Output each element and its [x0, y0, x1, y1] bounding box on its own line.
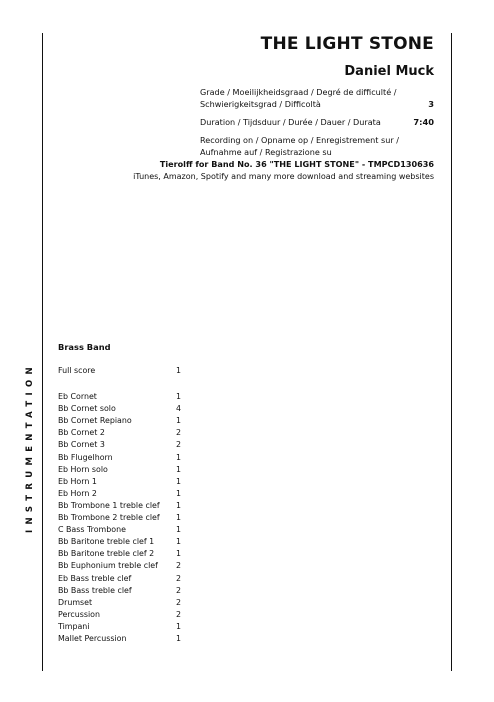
part-name: Eb Horn 1 — [58, 476, 97, 486]
part-name: Eb Cornet — [58, 392, 97, 401]
part-quantity: 2 — [176, 573, 182, 583]
instrumentation-side-label: INSTRUMENTATION — [25, 362, 35, 533]
part-name: Percussion — [58, 609, 100, 619]
part-row — [58, 634, 182, 643]
part-name: Bb Cornet 3 — [58, 440, 105, 450]
part-quantity: 1 — [176, 488, 182, 498]
part-quantity: 1 — [176, 500, 182, 510]
recording-album: Tierolff for Band No. 36 "THE LIGHT STONE" - TMPCD130636 — [159, 159, 434, 169]
part-name: Full score — [58, 366, 96, 375]
part-row — [58, 561, 182, 571]
part-row — [58, 585, 182, 595]
part-quantity: 1 — [176, 621, 182, 631]
part-row — [58, 597, 182, 607]
duration-label: Duration / Tijdsduur / Durée / Dauer / Durata — [200, 117, 381, 127]
part-row — [58, 440, 182, 450]
part-row — [58, 549, 182, 559]
part-name: Bb Trombone 2 treble clef — [58, 513, 160, 522]
part-row — [58, 609, 182, 619]
recording-label-line1: Recording on / Opname op / Enregistrement sur / — [200, 135, 399, 145]
part-row — [58, 573, 182, 583]
ensemble-type: Brass Band — [58, 342, 111, 352]
part-name: Bb Cornet 2 — [58, 428, 105, 438]
part-name: Bb Baritone treble clef 1 — [58, 537, 155, 547]
part-name: Mallet Percussion — [58, 634, 127, 643]
part-row — [58, 513, 182, 522]
part-quantity: 1 — [176, 525, 182, 535]
part-quantity: 1 — [176, 452, 182, 462]
part-row — [58, 500, 182, 510]
grade-label-line2: Schwierigkeitsgrad / Difficoltà — [200, 99, 321, 109]
part-quantity: 4 — [176, 404, 182, 414]
part-quantity: 1 — [176, 416, 182, 426]
composer-name: Daniel Muck — [344, 64, 434, 79]
part-quantity: 2 — [176, 597, 182, 607]
part-quantity: 1 — [176, 634, 182, 643]
recording-platforms: iTunes, Amazon, Spotify and many more download and streaming websites — [133, 172, 434, 181]
part-row — [58, 476, 182, 486]
part-name: Bb Bass treble clef — [58, 585, 132, 595]
part-name: Bb Cornet solo — [58, 404, 116, 414]
part-name: Eb Bass treble clef — [58, 573, 132, 583]
part-quantity: 1 — [176, 464, 182, 474]
part-row — [58, 488, 182, 498]
part-row — [58, 392, 182, 401]
part-name: Bb Flugelhorn — [58, 452, 113, 462]
part-name: Bb Euphonium treble clef — [58, 561, 158, 571]
right-margin-rule — [451, 33, 452, 671]
part-quantity: 2 — [176, 440, 182, 450]
part-quantity: 2 — [176, 561, 182, 571]
part-quantity: 1 — [176, 366, 182, 375]
grade-value: 3 — [428, 99, 434, 109]
part-name: Bb Trombone 1 treble clef — [58, 500, 160, 510]
part-quantity: 2 — [176, 609, 182, 619]
left-margin-rule — [42, 33, 43, 671]
part-name: Bb Cornet Repiano — [58, 416, 132, 426]
part-name: Timpani — [58, 621, 90, 631]
part-row — [58, 452, 182, 462]
part-name: Eb Horn 2 — [58, 488, 97, 498]
part-quantity: 2 — [176, 428, 182, 438]
part-row — [58, 416, 182, 426]
recording-label-line2: Aufnahme auf / Registrazione su — [200, 147, 332, 157]
part-row — [58, 525, 182, 535]
part-row — [58, 366, 182, 375]
part-row — [58, 428, 182, 438]
part-row — [58, 537, 182, 547]
part-name: Eb Horn solo — [58, 464, 108, 474]
part-quantity: 1 — [176, 476, 182, 486]
part-name: Bb Baritone treble clef 2 — [58, 549, 155, 559]
part-quantity: 1 — [176, 537, 182, 547]
piece-title: THE LIGHT STONE — [260, 34, 434, 54]
part-quantity: 1 — [176, 513, 182, 522]
part-quantity: 1 — [176, 549, 182, 559]
part-row — [58, 464, 182, 474]
part-row — [58, 404, 182, 414]
part-name: Drumset — [58, 597, 93, 607]
part-name: C Bass Trombone — [58, 525, 126, 535]
grade-label-line1: Grade / Moeilijkheidsgraad / Degré de difficulté / — [200, 87, 397, 97]
part-quantity: 1 — [176, 392, 182, 401]
part-quantity: 2 — [176, 585, 182, 595]
duration-value: 7:40 — [413, 117, 434, 127]
part-row — [58, 621, 182, 631]
